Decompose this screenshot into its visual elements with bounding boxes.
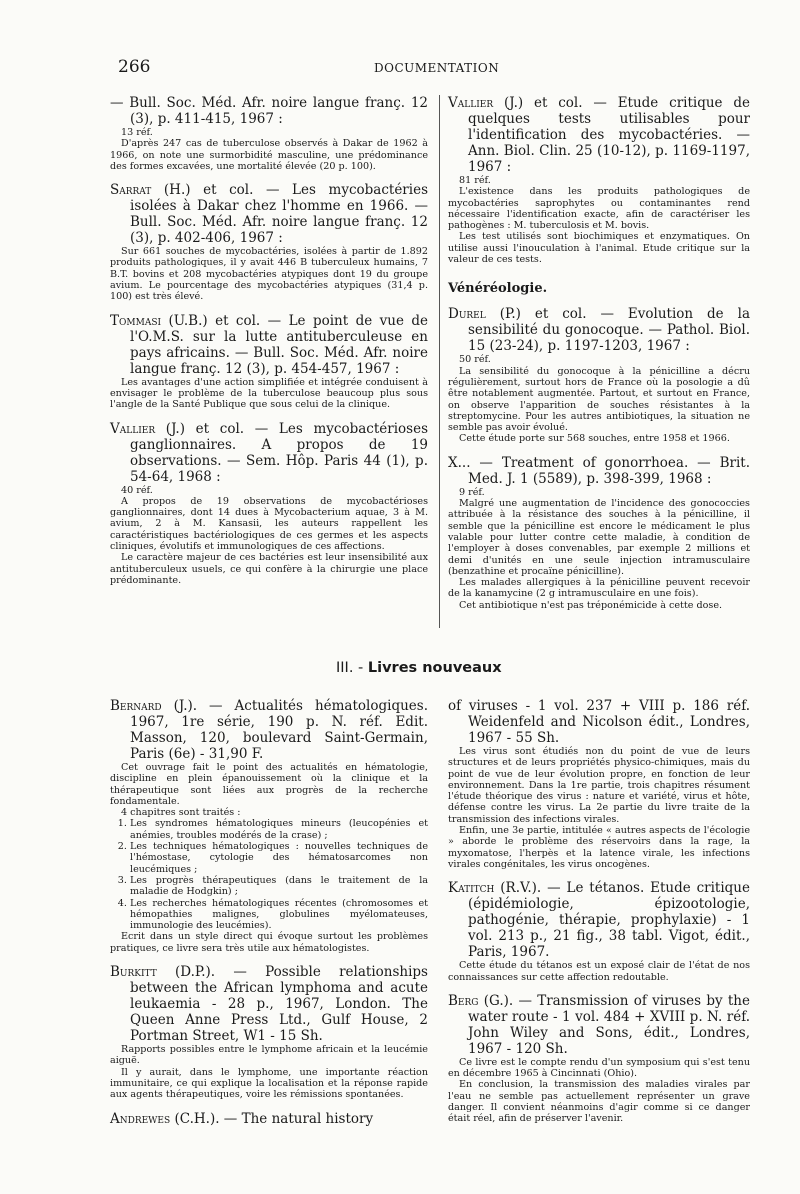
entry-abstract [448, 1057, 750, 1125]
entry-citation [110, 182, 428, 246]
abstract-paragraph: Sur 661 souches de mycobactéries, isolées à partir de 1.892 produits pathologiques, il y avait 446 B tuberculeux humains, 7 B.T. bovins et 208 mycobactéries atypiques dont 19 du groupe avium. Le pourcentage des mycobactéries atypiques (31,4 p. 100) est très élevé. [110, 246, 428, 303]
entry-citation [110, 964, 428, 1044]
citation-text: (U.B.) et col. — Le point de vue de l'O.M.S. sur la lutte antituberculeuse en pays africains. — Bull. Soc. Méd. Afr. noire langue franç. 12 (3), p. 454-457, 1967 : [130, 312, 429, 377]
entry-author: Tommasi [110, 312, 162, 329]
abstract-paragraph: Enfin, une 3e partie, intitulée « autres aspects de l'écologie » aborde le problème des réservoirs dans la rage, la myxomatose, l'herpès et la latence virale, les infections virales congénitales, les virus oncogènes. [448, 825, 750, 870]
list-item: 3. Les progrès thérapeutiques (dans le traitement de la maladie de Hodgkin) ; [130, 875, 428, 898]
entry-author: Durel [448, 306, 486, 323]
entry-abstract [448, 746, 750, 870]
abstract-paragraph: 4 chapitres sont traités : [121, 807, 241, 819]
abstract-paragraph: Cet ouvrage fait le point des actualités en hématologie, discipline en plein épanouissement où la clinique et la thérapeutique sont liées aux progrès de la recherche fondamentale. [110, 762, 428, 807]
running-title: DOCUMENTATION [374, 61, 500, 75]
page-number: 266 [118, 57, 151, 77]
abstract-paragraph: Les avantages d'une action simplifiée et intégrée conduisent à envisager le problème de la tuberculose beaucoup plus sous l'angle de la Santé Publique que sous celui de la clinique. [110, 376, 428, 411]
section-number: III. - [336, 660, 364, 676]
abstract-paragraph: L'existence dans les produits pathologiques de mycobactéries saprophytes ou contaminantes rend nécessaire l'identification exacte, afin de caractériser les pathogènes : M. tuberculosis et M. bovis. [448, 186, 750, 232]
abstract-paragraph: Ecrit dans un style direct qui évoque surtout les problèmes pratiques, ce livre sera très utile aux hématologistes. [110, 931, 428, 954]
entry-author: Burkitt [110, 964, 157, 981]
bibliography-entry [448, 455, 750, 611]
bibliography-entry [110, 95, 428, 172]
entry-abstract [448, 487, 750, 611]
subsection-title: Vénéréologie. [448, 281, 548, 297]
entry-author: Vallier [448, 95, 494, 111]
entry-citation [110, 1111, 428, 1127]
list-item: 2. Les techniques hématologiques : nouvelles techniques de l'hémostase, cytologie des hématosarcomes non leucémiques ; [130, 841, 428, 875]
entry-citation [448, 993, 750, 1057]
citation-text: (J.) et col. — Etude critique de quelques tests utilisables pour l'identification des mycobactéries. — Ann. Biol. Clin. 25 (10-12), p. 1169-1197, 1967 : [468, 95, 750, 175]
abstract-paragraph: Il y aurait, dans le lymphome, une importante réaction immunitaire, ce qui explique la localisation et la réponse rapide aux agents thérapeutiques, voire les rémissions spontanées. [110, 1066, 428, 1101]
entry-refs: 50 réf. [459, 354, 491, 366]
entry-citation [110, 313, 428, 377]
right-column [448, 95, 750, 621]
bibliography-entry [110, 421, 428, 587]
abstract-paragraph: Rapports possibles entre le lymphome africain et la leucémie aiguë. [110, 1044, 428, 1067]
entry-abstract [110, 127, 428, 172]
book-entry [448, 698, 750, 870]
books-left-column [110, 698, 428, 1137]
entry-citation: of viruses - 1 vol. 237 + VIII p. 186 réf. Weidenfeld and Nicolson édit., Londres, 1967 - 55 Sh. [448, 698, 750, 746]
entry-refs: 9 réf. [459, 486, 485, 498]
books-right-column [448, 698, 750, 1135]
abstract-paragraph: Cette étude du tétanos est un exposé clair de l'état de nos connaissances sur cette affection redoutable. [448, 960, 750, 983]
entry-abstract [448, 175, 750, 265]
citation-text: (P.) et col. — Evolution de la sensibilité du gonocoque. — Pathol. Biol. 15 (23-24), p. 1197-1203, 1967 : [468, 306, 750, 355]
entry-abstract [110, 246, 428, 302]
book-entry [110, 964, 428, 1100]
entry-citation [110, 421, 428, 485]
abstract-paragraph: En conclusion, la transmission des maladies virales par l'eau ne semble pas actuellement représenter un grave danger. Il convient néanmoins d'agir comme si ce danger était réel, afin de préserver l'avenir. [448, 1079, 750, 1125]
entry-author: Vallier [110, 420, 156, 437]
book-entry [448, 880, 750, 983]
abstract-paragraph: Cet antibiotique n'est pas tréponémicide à cette dose. [459, 599, 723, 611]
entry-citation [448, 306, 750, 354]
section-heading [336, 660, 502, 676]
bibliography-entry [448, 306, 750, 444]
book-entry [110, 1111, 428, 1127]
bibliography-entry [110, 313, 428, 411]
citation-text: (C.H.). — The natural history [174, 1110, 374, 1127]
entry-refs: 81 réf. [459, 175, 491, 186]
abstract-paragraph: Cette étude porte sur 568 souches, entre 1958 et 1966. [459, 433, 730, 445]
chapter-list [110, 818, 428, 931]
abstract-paragraph: Les malades allergiques à la pénicilline peuvent recevoir de la kanamycine (2 g intramusculaire en une fois). [448, 577, 750, 600]
list-item: 4. Les recherches hématologiques récentes (chromosomes et hémopathies malignes, globulines myélomateuses, immunologie des leucémies). [130, 898, 428, 932]
entry-abstract [110, 485, 428, 587]
abstract-paragraph: La sensibilité du gonocoque à la pénicilline a décru régulièrement, surtout hors de France où la posologie a dû être notablement augmentée. Partout, et surtout en France, on observe l'apparition de souches résistantes à la streptomycine. Pour les autres antibiotiques, la situation ne semble pas avoir évolué. [448, 365, 750, 434]
entry-citation: X... — Treatment of gonorrhoea. — Brit. Med. J. 1 (5589), p. 398-399, 1968 : [448, 454, 750, 487]
entry-author: Bernard [110, 698, 162, 714]
entry-refs: 40 réf. [121, 484, 153, 496]
entry-citation [448, 880, 750, 960]
book-entry [448, 993, 750, 1125]
list-item: 1. Les syndromes hématologiques mineurs (leucopénies et anémies, troubles modérés de la crase) ; [130, 818, 428, 841]
entry-abstract [448, 354, 750, 444]
abstract-paragraph: Le caractère majeur de ces bactéries est leur insensibilité aux antituberculeux usuels, ce qui confère à la chirurgie une place prédominante. [110, 552, 428, 586]
abstract-paragraph: Les virus sont étudiés non du point de vue de leurs structures et de leurs propriétés physico-chimiques, mais du point de vue de leur évolution propre, en fonction de leur environnement. Dans la 1re partie, trois chapitres résument l'étude théorique des virus : nature et variété, virus et hôte, défense contre les virus. La 2e partie du livre traite de la transmission des infections virales. [448, 746, 750, 825]
entry-citation [110, 698, 428, 762]
entry-author: Katitch [448, 880, 495, 897]
abstract-paragraph: D'après 247 cas de tuberculose observés à Dakar de 1962 à 1966, on note une surmorbidité masculine, une prédominance des formes excavées, une mortalité élevée (20 p. 100). [110, 138, 428, 172]
entry-citation [448, 95, 750, 175]
abstract-paragraph: Ce livre est le compte rendu d'un symposium qui s'est tenu en décembre 1965 à Cincinnati (Ohio). [448, 1056, 750, 1080]
entry-abstract [448, 960, 750, 983]
section-title: Livres nouveaux [367, 660, 502, 676]
entry-abstract [110, 762, 428, 954]
page-header [0, 57, 800, 81]
entry-refs: 13 réf. [121, 127, 153, 138]
citation-text: (R.V.). — Le tétanos. Etude critique (épidémiologie, épizootologie, pathogénie, thérapie, prophylaxie) - 1 vol. 213 p., 21 fig., 38 tabl. Vigot, édit., Paris, 1967. [468, 880, 750, 961]
citation-text: (J.). — Actualités hématologiques. 1967, 1re série, 190 p. N. réf. Edit. Masson, 120, boulevard Saint-Germain, Paris (6e) - 31,90 F. [130, 698, 428, 762]
abstract-paragraph: Malgré une augmentation de l'incidence des gonococcies attribuée à la résistance des souches à la pénicilline, il semble que la pénicilline est encore le médicament le plus valable pour lutter contre cette maladie, à condition de l'employer à doses convenables, par exemple 2 millions et demi d'unités en une seule injection intramusculaire (benzathine et procaïne pénicilline). [448, 498, 750, 577]
citation-text: (H.) et col. — Les mycobactéries isolées à Dakar chez l'homme en 1966. — Bull. Soc. Méd. Afr. noire langue franç. 12 (3), p. 402-406, 1967 : [130, 182, 428, 247]
entry-author: Sarrat [110, 182, 152, 199]
left-column [110, 95, 428, 596]
citation-text: (J.) et col. — Les mycobactérioses ganglionnaires. A propos de 19 observations. — Sem. Hôp. Paris 44 (1), p. 54-64, 1968 : [130, 420, 429, 485]
bibliography-entry [448, 95, 750, 265]
citation-text: (D.P.). — Possible relationships between the African lymphoma and acute leukaemia - 28 p., 1967, London. The Queen Anne Press Ltd., Gulf House, 2 Portman Street, W1 - 15 Sh. [130, 964, 428, 1045]
citation-text: (G.). — Transmission of viruses by the water route - 1 vol. 484 + XVIII p. N. réf. John Wiley and Sons, édit., Londres, 1967 - 120 Sh. [468, 992, 750, 1057]
entry-author: Berg [448, 992, 479, 1009]
entry-citation: — Bull. Soc. Méd. Afr. noire langue franç. 12 (3), p. 411-415, 1967 : [110, 95, 428, 127]
book-entry [110, 698, 428, 954]
abstract-paragraph: A propos de 19 observations de mycobactérioses ganglionnaires, dont 14 dues à Mycobacterium aquae, 3 à M. avium, 2 à M. Kansasii, les auteurs rappellent les caractéristiques bactériologiques de ces germes et les aspects cliniques, évolutifs et immunologiques de ces affections. [110, 495, 428, 553]
entry-abstract [110, 377, 428, 411]
column-divider [439, 95, 440, 628]
entry-author: Andrewes [110, 1110, 171, 1127]
abstract-paragraph: Les test utilisés sont biochimiques et enzymatiques. On utilise aussi l'inouculation à l'animal. Etude critique sur la valeur de ces tests. [448, 231, 750, 266]
bibliography-entry [110, 182, 428, 302]
entry-abstract [110, 1044, 428, 1100]
